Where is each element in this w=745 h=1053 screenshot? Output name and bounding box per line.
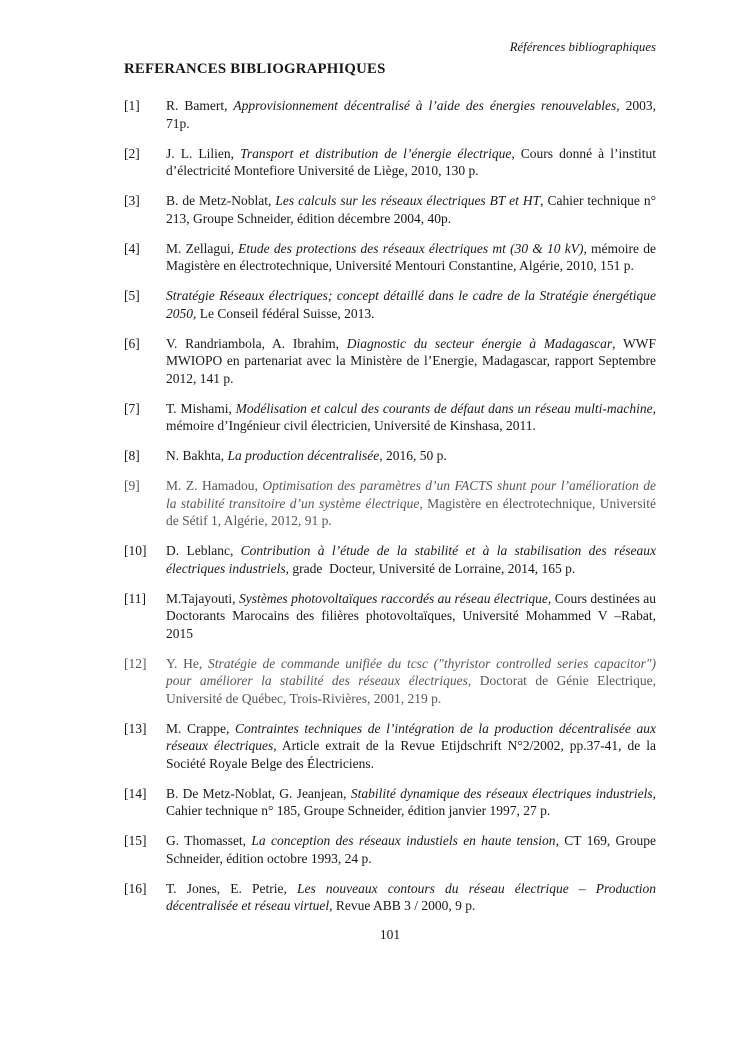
references-list <box>124 97 656 915</box>
reference-item <box>124 335 656 388</box>
reference-item <box>124 590 656 643</box>
reference-item <box>124 720 656 773</box>
reference-text: M. Crappe, Contraintes techniques de l’intégration de la production décentralisée aux réseaux électriques, Article extrait de la Revue Etijdschrift N°2/2002, pp.37-41, de la Société Royale Belge des Électriciens. <box>166 720 656 771</box>
reference-number: [13] <box>124 720 147 736</box>
reference-text: G. Thomasset, La conception des réseaux industiels en haute tension, CT 169, Groupe Schneider, édition octobre 1993, 24 p. <box>166 833 657 866</box>
reference-text: T. Mishami, Modélisation et calcul des courants de défaut dans un réseau multi-machine, mémoire d’Ingénieur civil électricien, Université de Kinshasa, 2011. <box>166 400 656 433</box>
reference-number: [2] <box>124 145 140 161</box>
reference-text: V. Randriambola, A. Ibrahim, Diagnostic du secteur énergie à Madagascar, WWF MWIOPO en partenariat avec la Ministère de l’Energie, Madagascar, rapport Septembre 2012, 141 p. <box>166 335 656 386</box>
reference-number: [5] <box>124 288 140 303</box>
reference-text: T. Jones, E. Petrie, Les nouveaux contours du réseau électrique – Production décentralisée et réseau virtuel, Revue ABB 3 / 2000, 9 p. <box>166 880 657 913</box>
reference-item <box>124 97 656 132</box>
running-header: Références bibliographiques <box>509 40 656 54</box>
reference-text: J. L. Lilien, Transport et distribution de l’énergie électrique, Cours donné à l’institut d’électricité Montefiore Université de Liège, 2010, 130 p. <box>166 145 656 178</box>
reference-number: [1] <box>124 98 140 113</box>
reference-item <box>124 400 656 435</box>
reference-item <box>124 192 656 227</box>
reference-item <box>124 880 656 915</box>
reference-item <box>124 477 656 530</box>
reference-number: [9] <box>124 478 140 493</box>
reference-item <box>124 287 656 322</box>
reference-text: N. Bakhta, La production décentralisée, 2016, 50 p. <box>166 448 447 463</box>
reference-number: [12] <box>124 655 147 671</box>
reference-number: [6] <box>124 335 140 351</box>
reference-number: [3] <box>124 193 140 208</box>
reference-text: R. Bamert, Approvisionnement décentralisé à l’aide des énergies renouvelables, 2003, 71p. <box>166 98 657 131</box>
reference-text: Stratégie Réseaux électriques; concept détaillé dans le cadre de la Stratégie énergétique 2050, Le Conseil fédéral Suisse, 2013. <box>166 288 656 321</box>
reference-item <box>124 832 656 867</box>
reference-text: Y. He, Stratégie de commande unifiée du tcsc ("thyristor controlled series capacitor") pour améliorer la stabilité des réseaux électriques, Doctorat de Génie Electrique, Université de Québec, Trois-Rivières, 2001, 219 p. <box>166 655 656 706</box>
reference-item <box>124 145 656 180</box>
reference-item <box>124 447 656 465</box>
reference-item <box>124 655 656 708</box>
reference-number: [10] <box>124 543 147 558</box>
reference-item <box>124 785 656 820</box>
reference-number: [14] <box>124 785 147 801</box>
reference-number: [16] <box>124 880 147 896</box>
reference-number: [4] <box>124 240 140 256</box>
reference-text: M.Tajayouti, Systèmes photovoltaïques raccordés au réseau électrique, Cours destinées au Doctorants Marocains des filières photovoltaïques, Université Mohammed V –Rabat, 2015 <box>166 590 656 641</box>
reference-text: M. Zellagui, Etude des protections des réseaux électriques mt (30 & 10 kV), mémoire de Magistère en électrotechnique, Université Mentouri Constantine, Algérie, 2010, 151 p. <box>166 240 656 273</box>
reference-text: B. de Metz-Noblat, Les calculs sur les réseaux électriques BT et HT, Cahier technique n° 213, Groupe Schneider, édition décembre 2004, 40p. <box>166 193 656 226</box>
reference-item <box>124 542 656 577</box>
page-title: REFERANCES BIBLIOGRAPHIQUES <box>124 61 386 77</box>
reference-number: [8] <box>124 448 140 463</box>
reference-text: M. Z. Hamadou, Optimisation des paramètres d’un FACTS shunt pour l’amélioration de la stabilité transitoire d’un système électrique, Magistère en électrotechnique, Université de Sétif 1, Algérie, 2012, 91 p. <box>166 478 657 528</box>
reference-text: D. Leblanc, Contribution à l’étude de la stabilité et à la stabilisation des réseaux électriques industriels, grade Docteur, Université de Lorraine, 2014, 165 p. <box>166 543 656 576</box>
reference-item <box>124 240 656 275</box>
reference-number: [11] <box>124 590 146 606</box>
reference-number: [7] <box>124 400 140 416</box>
reference-text: B. De Metz-Noblat, G. Jeanjean, Stabilité dynamique des réseaux électriques industriels, Cahier technique n° 185, Groupe Schneider, édition janvier 1997, 27 p. <box>166 785 656 818</box>
page-number: 101 <box>379 927 401 942</box>
reference-number: [15] <box>124 833 147 848</box>
